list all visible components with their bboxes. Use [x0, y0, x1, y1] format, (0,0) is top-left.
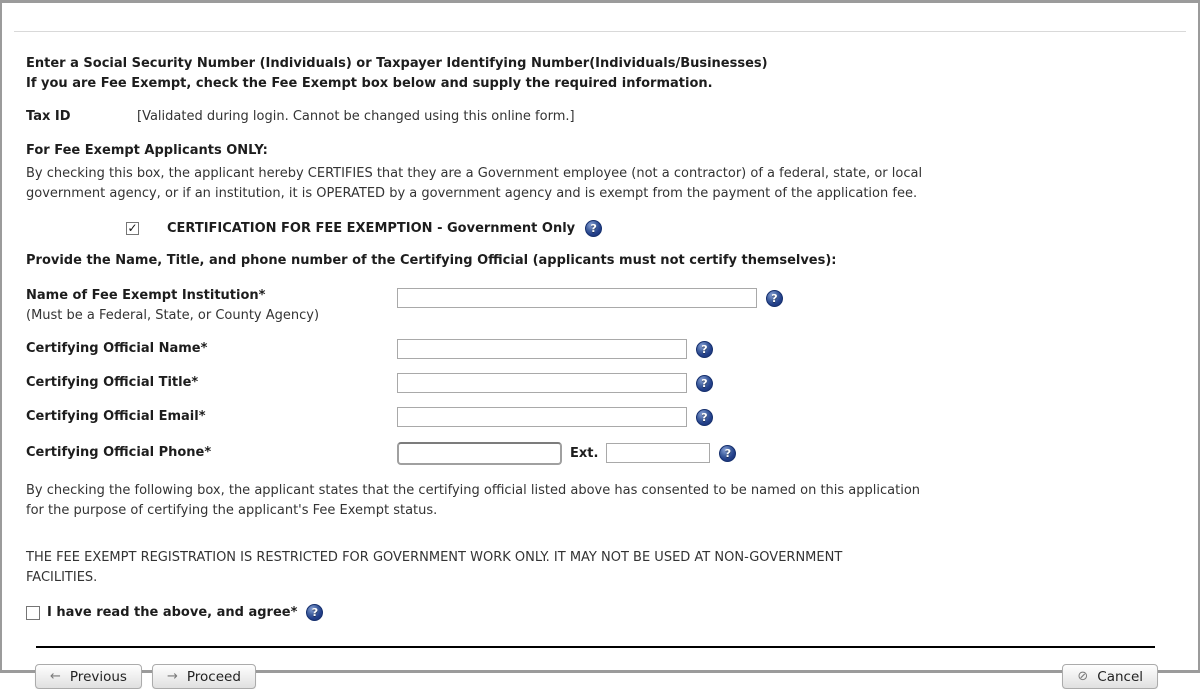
official-phone-help-icon[interactable]: ? — [719, 445, 736, 462]
certification-checkbox[interactable]: ✓ — [127, 221, 138, 235]
fee-exempt-body-line-1: By checking this box, the applicant hereby CERTIFIES that they are a Government employee (not a contractor) of a federal, state, or local — [26, 166, 923, 181]
official-phone-label: Certifying Official Phone* — [26, 445, 212, 460]
cancel-icon: ⊘ — [1077, 669, 1089, 684]
certification-help-icon[interactable]: ? — [585, 220, 602, 237]
institution-sublabel: (Must be a Federal, State, or County Agency) — [26, 308, 320, 323]
previous-button[interactable] — [35, 664, 142, 689]
phone-ext-label: Ext. — [570, 445, 599, 461]
official-title-input[interactable] — [397, 373, 687, 393]
bottom-rule — [36, 646, 1155, 648]
agree-checkbox[interactable] — [26, 606, 40, 620]
official-email-label: Certifying Official Email* — [26, 409, 206, 424]
institution-help-icon[interactable]: ? — [766, 290, 783, 307]
institution-field-row — [26, 286, 1174, 326]
intro-text — [26, 54, 1174, 94]
official-name-input[interactable] — [397, 339, 687, 359]
institution-input[interactable] — [397, 288, 757, 308]
restriction-line-1: THE FEE EXEMPT REGISTRATION IS RESTRICTED FOR GOVERNMENT WORK ONLY. IT MAY NOT BE USED AT NON-GOVERNMENT — [26, 550, 843, 565]
phone-ext-input[interactable] — [606, 443, 710, 463]
official-title-label: Certifying Official Title* — [26, 375, 199, 390]
institution-label-col — [26, 286, 397, 326]
form-content — [2, 54, 1198, 689]
fee-exempt-body — [26, 164, 951, 204]
official-phone-input[interactable] — [397, 442, 562, 465]
consent-text — [26, 481, 951, 521]
official-email-input[interactable] — [397, 407, 687, 427]
tax-id-row — [26, 108, 1174, 125]
certification-row — [126, 220, 1174, 237]
intro-line-1: Enter a Social Security Number (Individuals) or Taxpayer Identifying Number(Individuals/Businesses) — [26, 56, 768, 71]
proceed-arrow-icon: → — [166, 669, 178, 684]
certification-label: CERTIFICATION FOR FEE EXEMPTION - Government Only — [167, 221, 576, 236]
cancel-button[interactable] — [1062, 664, 1158, 689]
top-divider — [14, 31, 1186, 32]
cancel-button-label: Cancel — [1097, 668, 1143, 685]
agree-label: I have read the above, and agree* — [47, 605, 298, 620]
nav-button-group — [35, 664, 256, 689]
intro-line-2: If you are Fee Exempt, check the Fee Exempt box below and supply the required information. — [26, 76, 713, 91]
fee-exempt-heading: For Fee Exempt Applicants ONLY: — [26, 143, 268, 158]
restriction-line-2: FACILITIES. — [26, 570, 98, 585]
tax-id-label: Tax ID — [26, 109, 71, 124]
official-phone-field-row — [26, 441, 1174, 465]
restriction-text — [26, 548, 951, 588]
previous-arrow-icon: ← — [50, 669, 61, 684]
fee-exempt-body-line-2: government agency, or if an institution, it is OPERATED by a government agency and is exempt from the payment of the application fee. — [26, 186, 918, 201]
official-name-field-row — [26, 338, 1174, 360]
proceed-button[interactable] — [152, 664, 256, 689]
official-title-field-row — [26, 372, 1174, 394]
official-email-help-icon[interactable]: ? — [696, 409, 713, 426]
tax-id-note: [Validated during login. Cannot be changed using this online form.] — [137, 109, 575, 124]
proceed-button-label: Proceed — [186, 668, 241, 685]
agree-help-icon[interactable]: ? — [306, 604, 323, 621]
consent-line-1: By checking the following box, the applicant states that the certifying official listed above has consented to be named on this application — [26, 483, 921, 498]
official-name-help-icon[interactable]: ? — [696, 341, 713, 358]
agree-row — [26, 604, 1174, 621]
footer-buttons — [26, 664, 1174, 689]
institution-label: Name of Fee Exempt Institution* — [26, 288, 266, 303]
official-title-help-icon[interactable]: ? — [696, 375, 713, 392]
provide-heading: Provide the Name, Title, and phone number of the Certifying Official (applicants must not certify themselves): — [26, 253, 837, 268]
previous-button-label: Previous — [69, 668, 127, 685]
consent-line-2: for the purpose of certifying the applicant's Fee Exempt status. — [26, 503, 438, 518]
official-email-field-row — [26, 406, 1174, 428]
official-name-label: Certifying Official Name* — [26, 341, 208, 356]
